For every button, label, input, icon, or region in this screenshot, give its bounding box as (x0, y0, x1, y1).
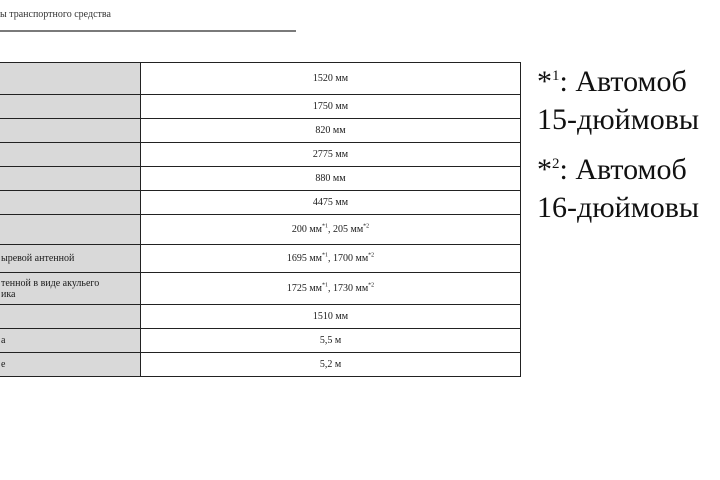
table-row (0, 305, 521, 329)
value-part: , 1730 мм (328, 283, 369, 294)
footnote-marker: *1 (322, 282, 328, 289)
table-row (0, 143, 521, 167)
value-part: 200 мм (291, 224, 322, 235)
row-label: тенной в виде акульего ика (0, 273, 141, 305)
footnote-1-line-2: 15-дюймовы (537, 103, 700, 136)
row-value: 4475 мм (141, 191, 521, 215)
row-value (141, 215, 521, 245)
table-row (0, 167, 521, 191)
row-label: е (0, 353, 141, 377)
table-row (0, 119, 521, 143)
table-row (0, 329, 521, 353)
document-heading: ы транспортного средства (0, 9, 111, 20)
table-row (0, 273, 521, 305)
row-value: 880 мм (141, 167, 521, 191)
row-value: 1750 мм (141, 95, 521, 119)
footnote-1-line-1 (537, 64, 699, 102)
value-part: , 205 мм (328, 224, 364, 235)
row-value: 5,2 м (141, 353, 521, 377)
footnote-2-line-2: 16-дюймовы (537, 191, 700, 224)
row-label (0, 95, 141, 119)
footnote-marker: *2 (368, 252, 375, 259)
row-value: 5,5 м (141, 329, 521, 353)
row-label: ыревой антенной (0, 245, 141, 273)
row-label (0, 119, 141, 143)
footnote-marker: *1 (322, 252, 328, 259)
row-label (0, 191, 141, 215)
footnote-2-text: : Автомоб (559, 153, 687, 186)
row-value: 2775 мм (141, 143, 521, 167)
row-value (141, 273, 521, 305)
row-label (0, 167, 141, 191)
value-part: 1695 мм (286, 253, 322, 264)
heading-underline (0, 30, 296, 32)
footnote-2-mark: *$^2$ (537, 153, 560, 186)
row-label (0, 305, 141, 329)
row-value (141, 245, 521, 273)
footnote-marker: *1 (322, 223, 328, 230)
row-value: 820 мм (141, 119, 521, 143)
footnote-2-line-1 (537, 152, 699, 190)
value-part: 1725 мм (286, 283, 322, 294)
table-row (0, 191, 521, 215)
footnote-1-mark: *$^1$ (537, 65, 560, 98)
table-row (0, 353, 521, 377)
row-label (0, 143, 141, 167)
table-row (0, 215, 521, 245)
footnote-1-text: : Автомоб (559, 65, 687, 98)
footnote-marker: *2 (368, 282, 375, 289)
row-value: 1520 мм (141, 63, 521, 95)
footnote-marker: *2 (363, 223, 370, 230)
table-row (0, 95, 521, 119)
value-part: , 1700 мм (328, 253, 369, 264)
dimensions-table (0, 62, 521, 377)
row-label: а (0, 329, 141, 353)
footnotes (537, 64, 699, 228)
row-label (0, 215, 141, 245)
row-label (0, 63, 141, 95)
table-row (0, 245, 521, 273)
row-value: 1510 мм (141, 305, 521, 329)
table-row (0, 63, 521, 95)
